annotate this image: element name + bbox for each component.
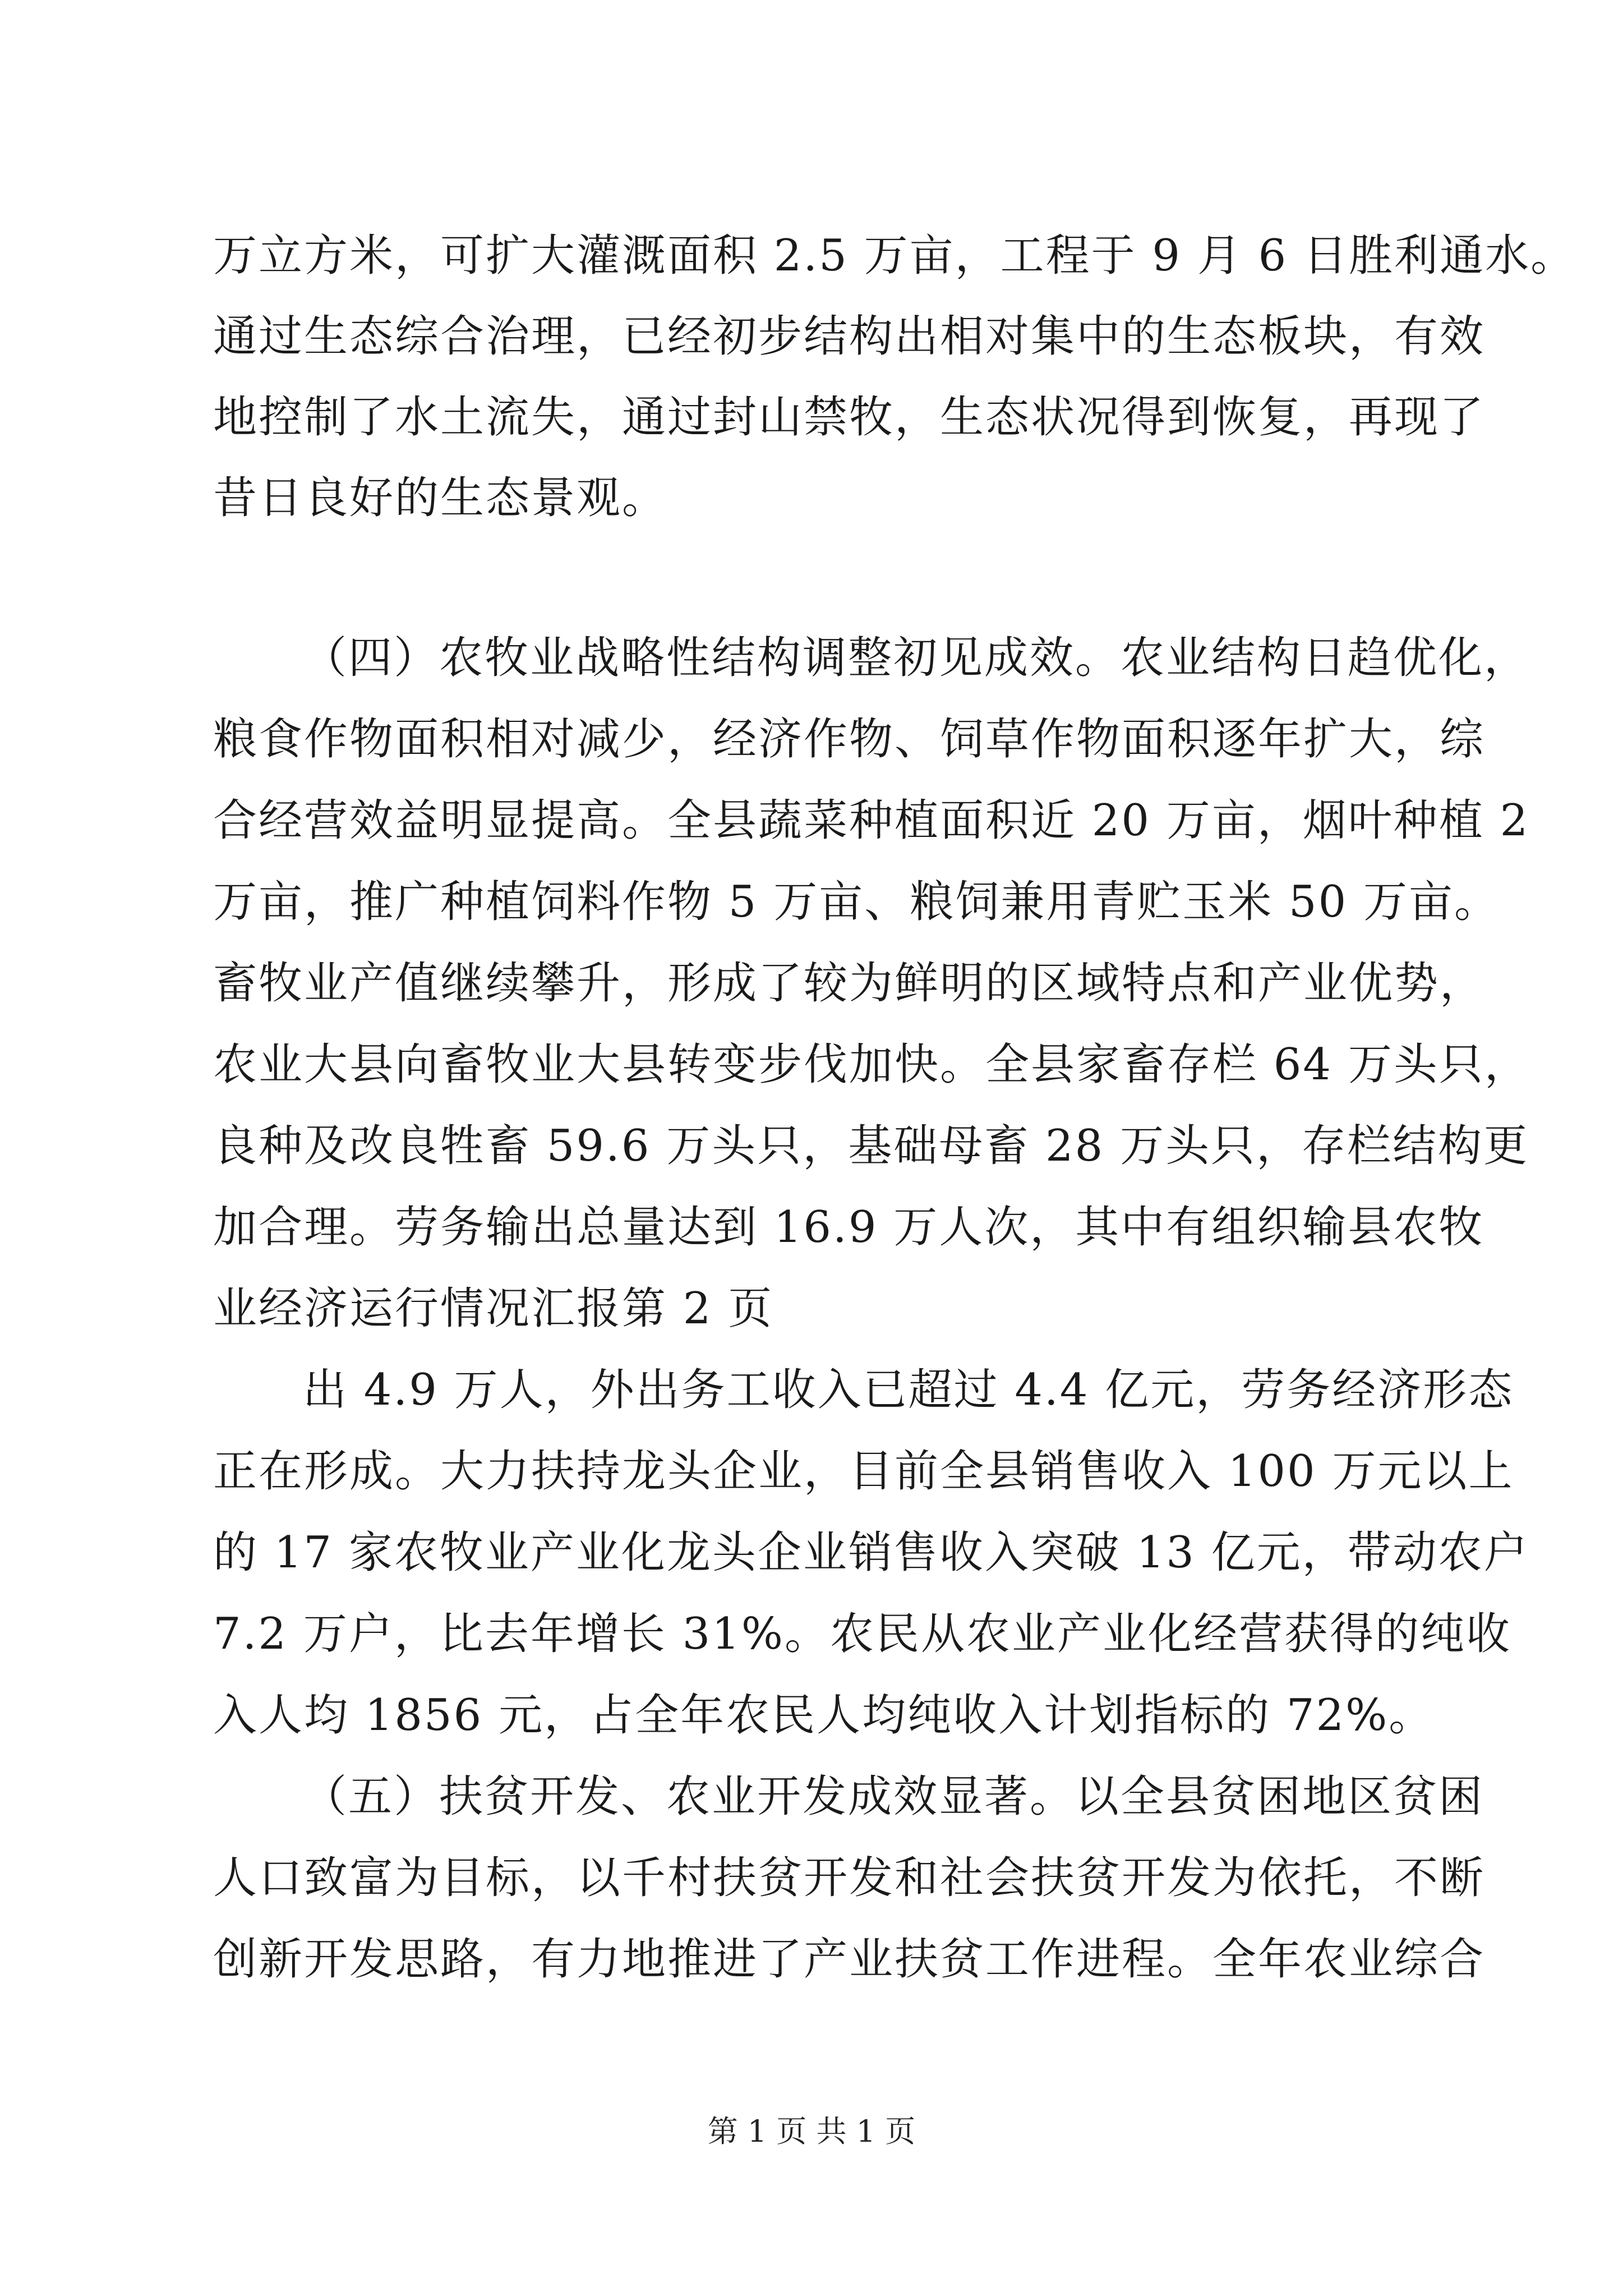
text-line: 昔日良好的生态景观。	[213, 473, 668, 523]
text-line: 业经济运行情况汇报第 2 页	[213, 1283, 774, 1334]
text-line: 加合理。劳务输出总量达到 16.9 万人次，其中有组织输县农牧	[213, 1202, 1484, 1253]
text-line: 良种及改良牲畜 59.6 万头只，基础母畜 28 万头只，存栏结构更	[213, 1121, 1529, 1171]
text-line: 的 17 家农牧业产业化龙头企业销售收入突破 13 亿元，带动农户	[213, 1527, 1529, 1578]
text-line: 万亩，推广种植饲料作物 5 万亩、粮饲兼用青贮玉米 50 万亩。	[213, 877, 1500, 927]
text-line: 粮食作物面积相对减少，经济作物、饲草作物面积逐年扩大，综	[213, 714, 1486, 765]
text-line: 万立方米，可扩大灌溉面积 2.5 万亩，工程于 9 月 6 日胜利通水。	[213, 231, 1576, 281]
text-line: 正在形成。大力扶持龙头企业，目前全县销售收入 100 万元以上	[213, 1446, 1514, 1497]
text-line: 7.2 万户，比去年增长 31%。农民从农业产业化经营获得的纯收	[213, 1609, 1512, 1659]
page-footer: 第 1 页 共 1 页	[707, 2114, 916, 2149]
text-line: 合经营效益明显提高。全县蔬菜种植面积近 20 万亩，烟叶种植 2	[213, 795, 1530, 846]
text-line: 人口致富为目标，以千村扶贫开发和社会扶贫开发为依托，不断	[213, 1853, 1486, 1903]
section-heading-line: （五）扶贫开发、农业开发成效显著。以全县贫困地区贫困	[303, 1772, 1484, 1822]
text-line: 入人均 1856 元，占全年农民人均纯收入计划指标的 72%。	[213, 1690, 1435, 1741]
section-heading-line: （四）农牧业战略性结构调整初见成效。农业结构日趋优化，	[303, 633, 1530, 683]
text-line: 通过生态综合治理，已经初步结构出相对集中的生态板块，有效	[213, 311, 1486, 362]
text-line: 畜牧业产值继续攀升，形成了较为鲜明的区域特点和产业优势，	[213, 958, 1486, 1009]
text-line: 农业大县向畜牧业大县转变步伐加快。全县家畜存栏 64 万头只，	[213, 1039, 1530, 1090]
text-line: 创新开发思路，有力地推进了产业扶贫工作进程。全年农业综合	[213, 1934, 1486, 1985]
text-line: 地控制了水土流失，通过封山禁牧，生态状况得到恢复，再现了	[213, 392, 1486, 443]
paragraph-start-line: 出 4.9 万人，外出务工收入已超过 4.4 亿元，劳务经济形态	[303, 1365, 1514, 1415]
